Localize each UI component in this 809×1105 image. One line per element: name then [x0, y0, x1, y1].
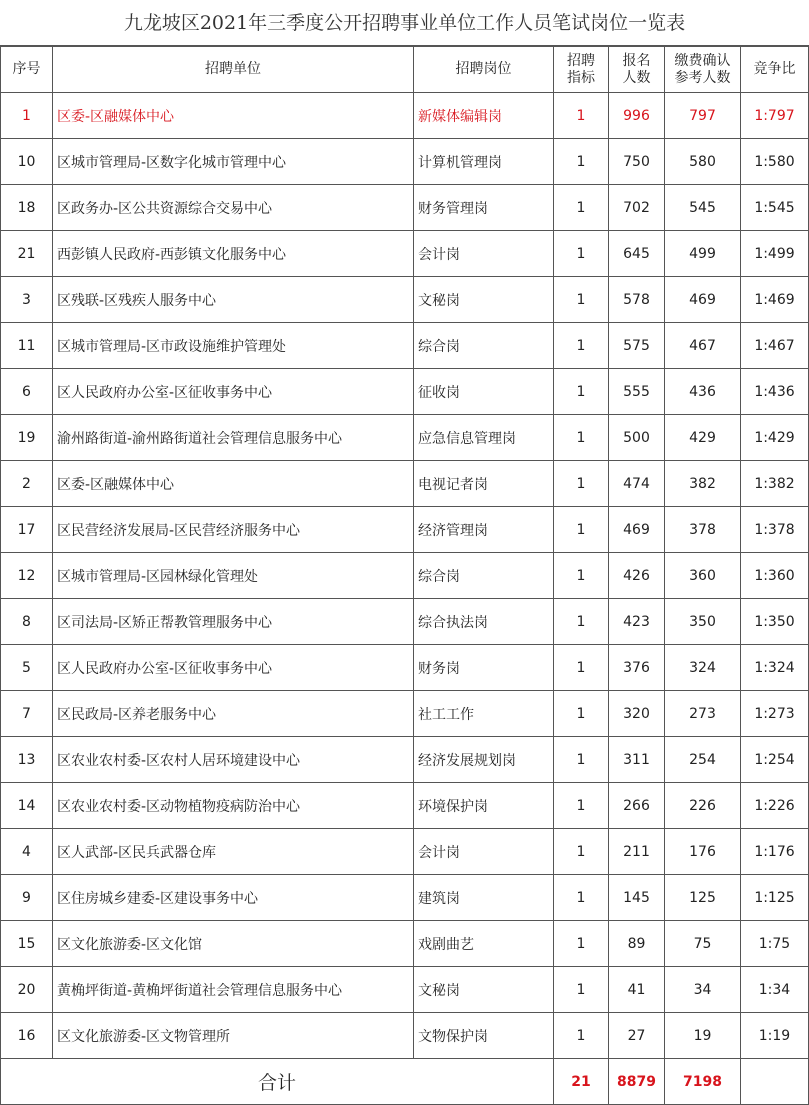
row-applicants: 145 — [609, 875, 665, 921]
row-quota: 1 — [554, 93, 609, 139]
row-paid: 125 — [665, 875, 741, 921]
row-seq: 5 — [1, 645, 53, 691]
row-applicants: 27 — [609, 1013, 665, 1059]
row-applicants: 702 — [609, 185, 665, 231]
row-post: 应急信息管理岗 — [414, 415, 554, 461]
row-post: 会计岗 — [414, 231, 554, 277]
row-quota: 1 — [554, 875, 609, 921]
row-seq: 12 — [1, 553, 53, 599]
header-seq: 序号 — [1, 47, 53, 93]
row-paid: 360 — [665, 553, 741, 599]
table-row — [1, 783, 809, 829]
table-row — [1, 415, 809, 461]
row-quota: 1 — [554, 185, 609, 231]
total-ratio — [741, 1059, 809, 1105]
row-unit: 渝州路街道-渝州路街道社会管理信息服务中心 — [53, 415, 414, 461]
row-paid: 19 — [665, 1013, 741, 1059]
row-post: 经济发展规划岗 — [414, 737, 554, 783]
row-quota: 1 — [554, 921, 609, 967]
row-unit: 西彭镇人民政府-西彭镇文化服务中心 — [53, 231, 414, 277]
header-applicants: 报名 人数 — [609, 47, 665, 93]
row-applicants: 89 — [609, 921, 665, 967]
total-paid: 7198 — [665, 1059, 741, 1105]
table-row — [1, 277, 809, 323]
header-quota: 招聘 指标 — [554, 47, 609, 93]
row-ratio: 1:436 — [741, 369, 809, 415]
row-quota: 1 — [554, 323, 609, 369]
row-quota: 1 — [554, 461, 609, 507]
row-seq: 7 — [1, 691, 53, 737]
row-ratio: 1:469 — [741, 277, 809, 323]
row-paid: 226 — [665, 783, 741, 829]
row-applicants: 578 — [609, 277, 665, 323]
row-post: 戏剧曲艺 — [414, 921, 554, 967]
row-quota: 1 — [554, 645, 609, 691]
row-ratio: 1:273 — [741, 691, 809, 737]
header-unit: 招聘单位 — [53, 47, 414, 93]
row-quota: 1 — [554, 691, 609, 737]
table-row — [1, 599, 809, 645]
row-quota: 1 — [554, 1013, 609, 1059]
row-unit: 区委-区融媒体中心 — [53, 93, 414, 139]
row-unit: 区文化旅游委-区文物管理所 — [53, 1013, 414, 1059]
row-seq: 8 — [1, 599, 53, 645]
table-row — [1, 967, 809, 1013]
row-post: 会计岗 — [414, 829, 554, 875]
row-ratio: 1:254 — [741, 737, 809, 783]
row-unit: 区农业农村委-区农村人居环境建设中心 — [53, 737, 414, 783]
header-post: 招聘岗位 — [414, 47, 554, 93]
row-seq: 6 — [1, 369, 53, 415]
row-applicants: 469 — [609, 507, 665, 553]
row-ratio: 1:499 — [741, 231, 809, 277]
row-paid: 429 — [665, 415, 741, 461]
row-unit: 区民政局-区养老服务中心 — [53, 691, 414, 737]
row-applicants: 311 — [609, 737, 665, 783]
row-post: 环境保护岗 — [414, 783, 554, 829]
row-applicants: 500 — [609, 415, 665, 461]
row-post: 综合岗 — [414, 553, 554, 599]
row-post: 文秘岗 — [414, 277, 554, 323]
row-applicants: 996 — [609, 93, 665, 139]
row-ratio: 1:125 — [741, 875, 809, 921]
row-ratio: 1:226 — [741, 783, 809, 829]
row-paid: 378 — [665, 507, 741, 553]
row-post: 综合岗 — [414, 323, 554, 369]
row-paid: 545 — [665, 185, 741, 231]
row-paid: 436 — [665, 369, 741, 415]
table-row — [1, 93, 809, 139]
row-quota: 1 — [554, 369, 609, 415]
row-seq: 19 — [1, 415, 53, 461]
row-seq: 13 — [1, 737, 53, 783]
row-quota: 1 — [554, 967, 609, 1013]
recruitment-table — [0, 46, 809, 1105]
row-unit: 区司法局-区矫正帮教管理服务中心 — [53, 599, 414, 645]
row-quota: 1 — [554, 139, 609, 185]
row-paid: 75 — [665, 921, 741, 967]
row-seq: 9 — [1, 875, 53, 921]
row-ratio: 1:350 — [741, 599, 809, 645]
row-paid: 580 — [665, 139, 741, 185]
row-paid: 273 — [665, 691, 741, 737]
row-post: 经济管理岗 — [414, 507, 554, 553]
table-row — [1, 645, 809, 691]
row-seq: 14 — [1, 783, 53, 829]
header-row — [1, 47, 809, 93]
table-row — [1, 507, 809, 553]
row-post: 综合执法岗 — [414, 599, 554, 645]
row-unit: 区城市管理局-区市政设施维护管理处 — [53, 323, 414, 369]
row-post: 文秘岗 — [414, 967, 554, 1013]
row-applicants: 211 — [609, 829, 665, 875]
row-quota: 1 — [554, 415, 609, 461]
row-seq: 1 — [1, 93, 53, 139]
row-paid: 324 — [665, 645, 741, 691]
row-unit: 区文化旅游委-区文化馆 — [53, 921, 414, 967]
total-label: 合计 — [1, 1059, 554, 1105]
row-ratio: 1:34 — [741, 967, 809, 1013]
row-ratio: 1:176 — [741, 829, 809, 875]
row-quota: 1 — [554, 231, 609, 277]
row-paid: 176 — [665, 829, 741, 875]
row-ratio: 1:324 — [741, 645, 809, 691]
row-applicants: 423 — [609, 599, 665, 645]
row-post: 财务管理岗 — [414, 185, 554, 231]
row-quota: 1 — [554, 783, 609, 829]
row-applicants: 645 — [609, 231, 665, 277]
table-row — [1, 185, 809, 231]
row-ratio: 1:580 — [741, 139, 809, 185]
table-row — [1, 737, 809, 783]
row-applicants: 750 — [609, 139, 665, 185]
row-ratio: 1:797 — [741, 93, 809, 139]
row-paid: 382 — [665, 461, 741, 507]
row-applicants: 320 — [609, 691, 665, 737]
table-row — [1, 829, 809, 875]
row-seq: 17 — [1, 507, 53, 553]
total-row — [1, 1059, 809, 1105]
row-unit: 区委-区融媒体中心 — [53, 461, 414, 507]
row-post: 电视记者岗 — [414, 461, 554, 507]
row-ratio: 1:360 — [741, 553, 809, 599]
row-seq: 21 — [1, 231, 53, 277]
row-post: 新媒体编辑岗 — [414, 93, 554, 139]
row-unit: 黄桷坪街道-黄桷坪街道社会管理信息服务中心 — [53, 967, 414, 1013]
row-unit: 区民营经济发展局-区民营经济服务中心 — [53, 507, 414, 553]
row-post: 建筑岗 — [414, 875, 554, 921]
header-paid: 缴费确认 参考人数 — [665, 47, 741, 93]
row-seq: 3 — [1, 277, 53, 323]
table-row — [1, 1013, 809, 1059]
row-applicants: 474 — [609, 461, 665, 507]
row-quota: 1 — [554, 829, 609, 875]
row-ratio: 1:75 — [741, 921, 809, 967]
row-post: 计算机管理岗 — [414, 139, 554, 185]
row-ratio: 1:545 — [741, 185, 809, 231]
row-paid: 797 — [665, 93, 741, 139]
row-paid: 34 — [665, 967, 741, 1013]
table-title: 九龙坡区2021年三季度公开招聘事业单位工作人员笔试岗位一览表 — [0, 0, 809, 46]
row-seq: 18 — [1, 185, 53, 231]
row-paid: 467 — [665, 323, 741, 369]
table-row — [1, 323, 809, 369]
row-ratio: 1:378 — [741, 507, 809, 553]
row-unit: 区残联-区残疾人服务中心 — [53, 277, 414, 323]
row-applicants: 376 — [609, 645, 665, 691]
row-quota: 1 — [554, 507, 609, 553]
table-row — [1, 875, 809, 921]
table-row — [1, 921, 809, 967]
row-unit: 区人民政府办公室-区征收事务中心 — [53, 369, 414, 415]
row-applicants: 575 — [609, 323, 665, 369]
row-unit: 区住房城乡建委-区建设事务中心 — [53, 875, 414, 921]
row-applicants: 41 — [609, 967, 665, 1013]
table-row — [1, 691, 809, 737]
row-applicants: 555 — [609, 369, 665, 415]
row-post: 文物保护岗 — [414, 1013, 554, 1059]
row-ratio: 1:382 — [741, 461, 809, 507]
row-seq: 11 — [1, 323, 53, 369]
row-ratio: 1:429 — [741, 415, 809, 461]
total-quota: 21 — [554, 1059, 609, 1105]
row-paid: 254 — [665, 737, 741, 783]
row-seq: 10 — [1, 139, 53, 185]
row-unit: 区农业农村委-区动物植物疫病防治中心 — [53, 783, 414, 829]
row-post: 社工工作 — [414, 691, 554, 737]
table-row — [1, 369, 809, 415]
table-row — [1, 139, 809, 185]
row-unit: 区城市管理局-区园林绿化管理处 — [53, 553, 414, 599]
row-paid: 350 — [665, 599, 741, 645]
row-unit: 区城市管理局-区数字化城市管理中心 — [53, 139, 414, 185]
row-seq: 20 — [1, 967, 53, 1013]
row-unit: 区政务办-区公共资源综合交易中心 — [53, 185, 414, 231]
row-unit: 区人武部-区民兵武器仓库 — [53, 829, 414, 875]
row-applicants: 266 — [609, 783, 665, 829]
row-post: 征收岗 — [414, 369, 554, 415]
row-applicants: 426 — [609, 553, 665, 599]
row-post: 财务岗 — [414, 645, 554, 691]
row-paid: 499 — [665, 231, 741, 277]
row-seq: 16 — [1, 1013, 53, 1059]
row-seq: 4 — [1, 829, 53, 875]
row-quota: 1 — [554, 277, 609, 323]
row-ratio: 1:467 — [741, 323, 809, 369]
row-ratio: 1:19 — [741, 1013, 809, 1059]
row-quota: 1 — [554, 737, 609, 783]
row-seq: 2 — [1, 461, 53, 507]
table-row — [1, 461, 809, 507]
total-applicants: 8879 — [609, 1059, 665, 1105]
header-ratio: 竞争比 — [741, 47, 809, 93]
row-unit: 区人民政府办公室-区征收事务中心 — [53, 645, 414, 691]
row-quota: 1 — [554, 599, 609, 645]
row-seq: 15 — [1, 921, 53, 967]
table-row — [1, 553, 809, 599]
row-paid: 469 — [665, 277, 741, 323]
table-row — [1, 231, 809, 277]
row-quota: 1 — [554, 553, 609, 599]
